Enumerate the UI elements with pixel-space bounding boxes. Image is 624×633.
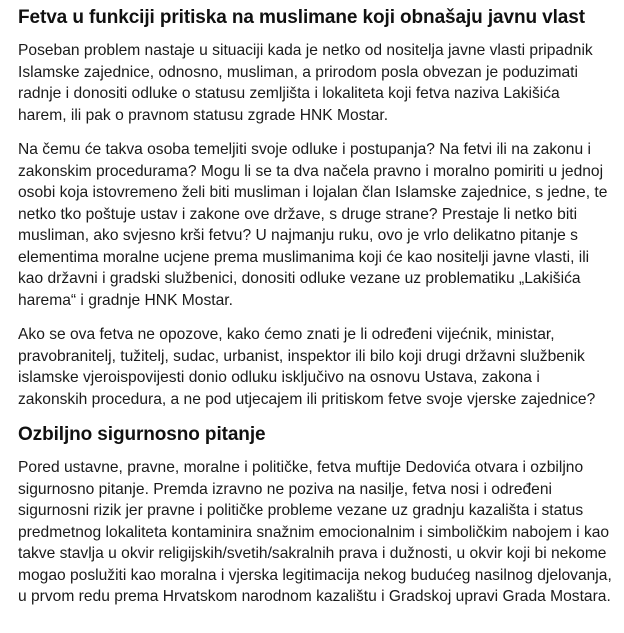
paragraph-problem-statement: Poseban problem nastaje u situaciji kada je netko od nositelja javne vlasti pripadnik Islamske zajednice, odnosno, musliman, a prirodom posla obvezan je poduzimati radnje i donositi odluke o statusu zemljišta i lokaliteta koji fetva naziva Lakišića harem, ili pak o pravnom statusu zgrade HNK Mostar. [18, 42, 593, 124]
paragraph-questions: Na čemu će takva osoba temeljiti svoje odluke i postupanja? Na fetvi ili na zakonu i zakonskim procedurama? Mogu li se ta dva načela pravno i moralno pomiriti u jednoj osobi koja istovremeno želi biti musliman i lojalan član Islamske zajednice, s jedne, te netko tko poštuje ustav i zakone ove države, s druge strane? Prestaje li netko biti musliman, ako svjesno krši fetvu? U najmanju ruku, ovo je vrlo delikatno pitanje s elementima moralne ucjene prema muslimanima koji će kao nositelji javne vlasti, ili kao državni i gradski službenici, donositi odluke vezane uz problematiku „Lakišića harema“ i gradnje HNK Mostar. [18, 141, 608, 309]
paragraph-security-issue: Pored ustavne, pravne, moralne i političke, fetva muftije Dedovića otvara i ozbiljno sigurnosno pitanje. Premda izravno ne poziva na nasilje, fetva nosi i određeni sigurnosni rizik jer pravne i političke probleme vezane uz gradnju kazališta i status predmetnog lokaliteta kontaminira snažnim emocionalnim i simboličkim nabojem i kao takve stavlja u okvir religijskih/svetih/sakralnih prava i dužnosti, u okvir koji bi nekome mogao poslužiti kao moralna i vjerska legitimacija nekog budućeg nasilnog djelovanja, u prvom redu prema Hrvatskom narodnom kazalištu i Gradskoj upravi Grada Mostara. [18, 459, 612, 605]
section-heading-security: Ozbiljno sigurnosno pitanje [18, 424, 266, 445]
section-heading-fetva-pressure: Fetva u funkciji pritiska na muslimane koji obnašaju javnu vlast [18, 7, 585, 28]
paragraph-revocation: Ako se ova fetva ne opozove, kako ćemo znati je li određeni vijećnik, ministar, pravobranitelj, tužitelj, sudac, urbanist, inspektor ili bilo koji drugi državni službenik islamske vjeroispovijesti donio odluku isključivo na osnovu Ustava, zakona i zakonskih procedura, a ne pod utjecajem ili pritiskom fetve svoje vjerske zajednice? [18, 326, 596, 408]
